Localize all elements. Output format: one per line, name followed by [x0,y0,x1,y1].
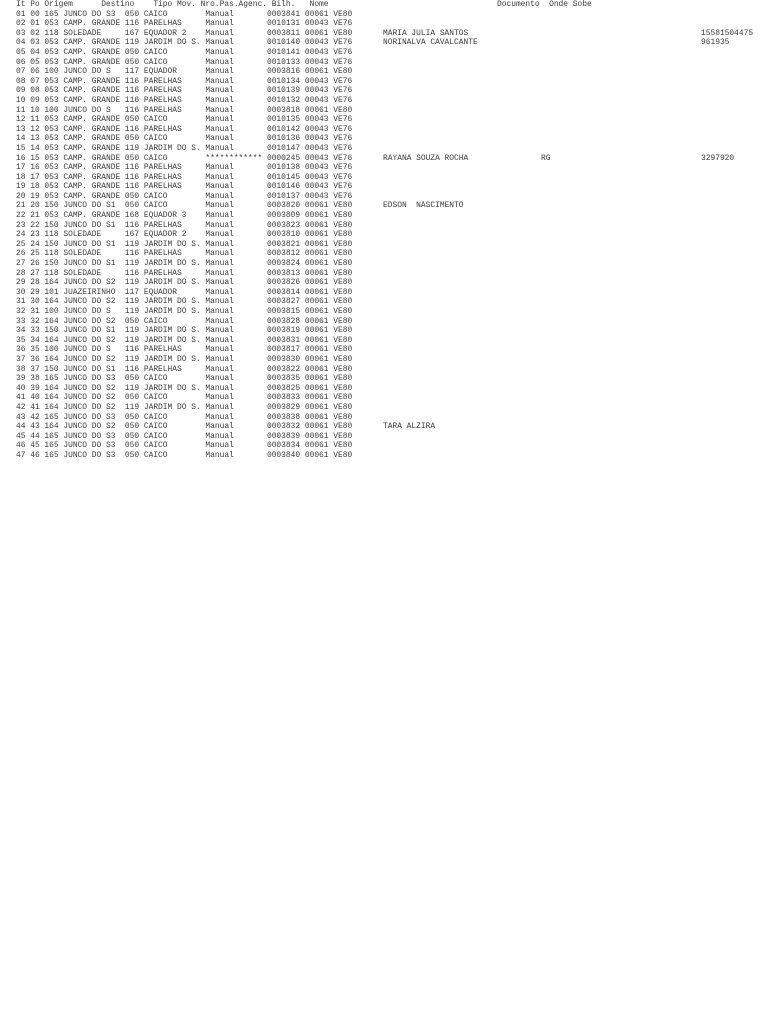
row-main-fields: 19 18 053 CAMP. GRANDE 116 PARELHAS Manual 0010146 00043 VE76 [16,182,353,192]
table-row [16,451,766,461]
row-main-fields: 30 29 101 JUAZEIRINHO 117 EQUADOR Manual 0003814 00061 VE80 [16,287,353,297]
row-main-fields: 10 09 053 CAMP. GRANDE 116 PARELHAS Manual 0010132 00043 VE76 [16,95,353,105]
table-row [16,384,766,394]
table-row [16,173,766,183]
row-main-fields: 01 00 165 JUNCO DO S3 050 CAICO Manual 0003841 00061 VE80 [16,9,353,19]
table-row [16,345,766,355]
row-main-fields: 46 45 165 JUNCO DO S3 050 CAICO Manual 0003834 00061 VE80 [16,441,353,451]
row-main-fields: 28 27 118 SOLEDADE 116 PARELHAS Manual 0003813 00061 VE80 [16,268,353,278]
table-row [16,96,766,106]
table-row [16,38,766,48]
table-row [16,182,766,192]
row-main-fields: 40 39 164 JUNCO DO S2 119 JARDIM DO S. Manual 0003825 00061 VE80 [16,383,353,393]
row-main-fields: 41 40 164 JUNCO DO S2 050 CAICO Manual 0003833 00061 VE80 [16,393,353,403]
table-row [16,259,766,269]
row-main-fields: 45 44 165 JUNCO DO S3 050 CAICO Manual 0003839 00061 VE80 [16,431,353,441]
table-row [16,307,766,317]
report-header-row [16,0,766,10]
report-rows [16,10,766,461]
row-main-fields: 04 03 053 CAMP. GRANDE 119 JARDIM DO S. Manual 0010140 00043 VE76 [16,38,353,48]
table-row [16,77,766,87]
row-main-fields: 44 43 164 JUNCO DO S2 050 CAICO Manual 0003832 00061 VE80 [16,422,353,432]
row-main-fields: 35 34 164 JUNCO DO S2 119 JARDIM DO S. Manual 0003831 00061 VE80 [16,335,353,345]
table-row [16,240,766,250]
row-main-fields: 24 23 118 SOLEDADE 167 EQUADOR 2 Manual 0003810 00061 VE80 [16,230,353,240]
table-row [16,10,766,20]
table-row [16,67,766,77]
table-row [16,230,766,240]
table-row [16,221,766,231]
row-main-fields: 17 16 053 CAMP. GRANDE 116 PARELHAS Manual 0010138 00043 VE76 [16,163,353,173]
row-main-fields: 32 31 100 JUNCO DO S 119 JARDIM DO S. Manual 0003815 00061 VE80 [16,307,353,316]
table-row [16,355,766,365]
row-main-fields: 36 35 100 JUNCO DO S 116 PARELHAS Manual 0003817 00061 VE80 [16,345,353,355]
row-main-fields: 42 41 164 JUNCO DO S2 119 JARDIM DO S. Manual 0003829 00061 VE80 [16,402,353,412]
table-row [16,19,766,29]
document-type: RG [541,153,551,163]
row-main-fields: 16 15 053 CAMP. GRANDE 050 CAICO ************ 0000245 00043 VE76 [16,153,353,163]
document-number: 3297920 [701,153,735,163]
row-main-fields: 05 04 053 CAMP. GRANDE 050 CAICO Manual 0010141 00043 VE76 [16,47,353,57]
table-row [16,422,766,432]
header-columns-right: Documento Onde Sobe [497,0,592,9]
row-main-fields: 38 37 150 JUNCO DO S1 116 PARELHAS Manual 0003822 00061 VE80 [16,364,353,374]
row-main-fields: 08 07 053 CAMP. GRANDE 116 PARELHAS Manual 0010134 00043 VE76 [16,76,353,86]
passenger-name: NORINALVA CAVALCANTE [383,38,478,48]
table-row [16,86,766,96]
passenger-name: MARIA JULIA SANTOS [383,28,469,38]
table-row [16,211,766,221]
passenger-name: RAYANA SOUZA ROCHA [383,153,469,163]
table-row [16,393,766,403]
passenger-name: EDSON NASCIMENTO [383,201,464,211]
row-main-fields: 23 22 150 JUNCO DO S1 116 PARELHAS Manual 0003823 00061 VE80 [16,220,353,230]
table-row [16,403,766,413]
table-row [16,278,766,288]
table-row [16,297,766,307]
table-row [16,106,766,116]
row-main-fields: 09 08 053 CAMP. GRANDE 116 PARELHAS Manual 0010139 00043 VE76 [16,86,353,96]
table-row [16,269,766,279]
row-main-fields: 14 13 053 CAMP. GRANDE 050 CAICO Manual 0010136 00043 VE76 [16,134,353,144]
row-main-fields: 31 30 164 JUNCO DO S2 119 JARDIM DO S. Manual 0003827 00061 VE80 [16,297,353,307]
table-row [16,336,766,346]
passenger-list-report [16,0,766,461]
row-main-fields: 39 38 165 JUNCO DO S3 050 CAICO Manual 0003835 00061 VE80 [16,374,353,384]
table-row [16,58,766,68]
table-row [16,432,766,442]
row-main-fields: 47 46 165 JUNCO DO S3 050 CAICO Manual 0003840 00061 VE80 [16,450,353,460]
table-row [16,154,766,164]
table-row [16,365,766,375]
table-row [16,374,766,384]
table-row [16,192,766,202]
table-row [16,125,766,135]
table-row [16,326,766,336]
table-row [16,317,766,327]
row-main-fields: 25 24 150 JUNCO DO S1 119 JARDIM DO S. Manual 0003821 00061 VE80 [16,239,353,249]
row-main-fields: 07 06 100 JUNCO DO S 117 EQUADOR Manual 0003816 00061 VE80 [16,67,353,77]
table-row [16,413,766,423]
table-row [16,288,766,298]
header-columns-left: It Po Origem Destino Tipo Mov. Nro.Pas.Agenc. Bilh. Nome [16,0,329,9]
row-main-fields: 27 26 150 JUNCO DO S1 119 JARDIM DO S. Manual 0003824 00061 VE80 [16,259,353,269]
document-number: 15581504475 [701,28,754,38]
row-main-fields: 15 14 053 CAMP. GRANDE 119 JARDIM DO S. Manual 0010147 00043 VE76 [16,143,353,153]
row-main-fields: 20 19 053 CAMP. GRANDE 050 CAICO Manual 0010137 00043 VE76 [16,191,353,201]
row-main-fields: 18 17 053 CAMP. GRANDE 116 PARELHAS Manual 0010145 00043 VE76 [16,172,353,182]
row-main-fields: 29 28 164 JUNCO DO S2 119 JARDIM DO S. Manual 0003826 00061 VE80 [16,278,353,288]
row-main-fields: 37 36 164 JUNCO DO S2 119 JARDIM DO S. Manual 0003830 00061 VE80 [16,354,353,364]
table-row [16,29,766,39]
document-number: 961935 [701,38,730,48]
row-main-fields: 22 21 053 CAMP. GRANDE 168 EQUADOR 3 Manual 0003809 00061 VE80 [16,211,353,221]
row-main-fields: 11 10 100 JUNCO DO S 116 PARELHAS Manual 0003818 00061 VE80 [16,105,353,115]
row-main-fields: 26 25 118 SOLEDADE 116 PARELHAS Manual 0003812 00061 VE80 [16,249,353,259]
passenger-name: TARA ALZIRA [383,422,436,432]
table-row [16,115,766,125]
row-main-fields: 21 20 150 JUNCO DO S1 050 CAICO Manual 0003820 00061 VE80 [16,201,353,211]
table-row [16,163,766,173]
table-row [16,144,766,154]
row-main-fields: 43 42 165 JUNCO DO S3 050 CAICO Manual 0003838 00061 VE80 [16,412,353,422]
row-main-fields: 03 02 118 SOLEDADE 167 EQUADOR 2 Manual 0003811 00061 VE80 [16,28,353,38]
row-main-fields: 06 05 053 CAMP. GRANDE 050 CAICO Manual 0010133 00043 VE76 [16,57,353,67]
table-row [16,48,766,58]
row-main-fields: 02 01 053 CAMP. GRANDE 116 PARELHAS Manual 0010131 00043 VE76 [16,19,353,29]
table-row [16,201,766,211]
row-main-fields: 33 32 164 JUNCO DO S2 050 CAICO Manual 0003828 00061 VE80 [16,316,353,326]
row-main-fields: 34 33 150 JUNCO DO S1 119 JARDIM DO S. Manual 0003819 00061 VE80 [16,326,353,336]
row-main-fields: 13 12 053 CAMP. GRANDE 116 PARELHAS Manual 0010142 00043 VE76 [16,124,353,134]
table-row [16,249,766,259]
row-main-fields: 12 11 053 CAMP. GRANDE 050 CAICO Manual 0010135 00043 VE76 [16,115,353,125]
table-row [16,441,766,451]
table-row [16,134,766,144]
